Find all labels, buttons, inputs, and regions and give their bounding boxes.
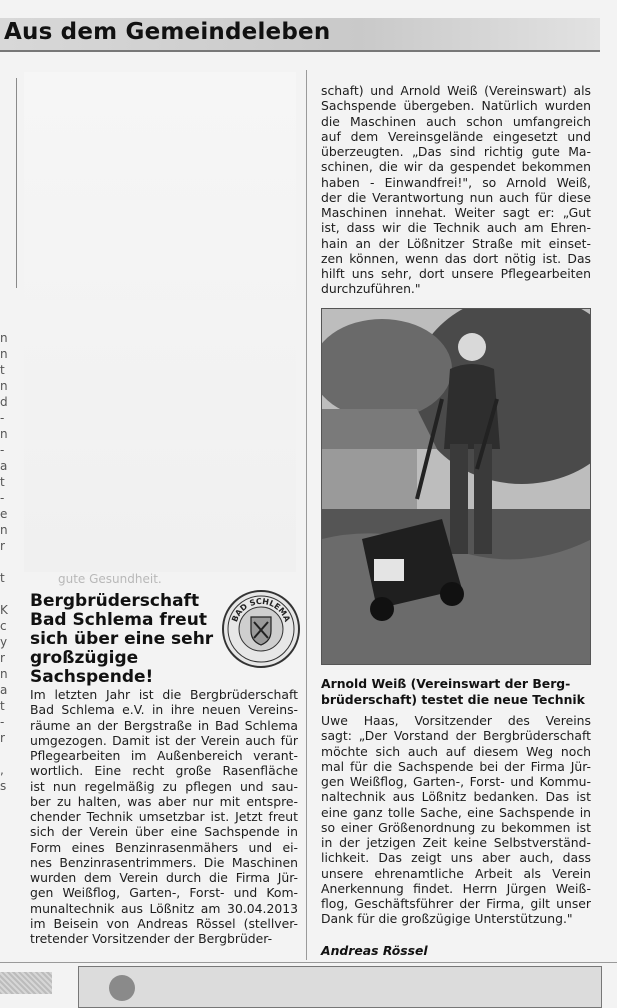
- body-line: zen können, wenn das dort nötig ist. Das: [321, 250, 591, 266]
- cropped-letter: t: [0, 571, 5, 585]
- cropped-letter: s: [0, 779, 7, 793]
- body-line: Im letzten Jahr ist die Bergbrüderschaft: [30, 687, 298, 702]
- cropped-letter: t: [0, 363, 5, 377]
- body-line: der die Verantwortung nun auch für diese: [321, 189, 591, 205]
- next-article-image: [109, 975, 135, 1001]
- body-line: räume an der Bergstraße in Bad Schlema: [30, 717, 298, 733]
- body-line: tretender Vorsitzender der Bergbrüder-: [30, 931, 273, 946]
- body-line: möchte sich auch auf diesem Weg noch: [321, 743, 591, 759]
- body-line: so einer Größenordnung zu bekommen ist: [321, 819, 591, 835]
- column-divider: [306, 70, 307, 960]
- body-line: lichkeit. Das zeigt uns aber auch, dass: [321, 850, 591, 866]
- cropped-left-column: [0, 330, 10, 940]
- body-line: ber zu halten, was aber nur mit entspre-: [30, 793, 298, 809]
- body-line: unsere ehrenamtliche Arbeit als Verein: [321, 865, 591, 881]
- body-line: Anerkennung findet. Herrn Jürgen Weiß-: [321, 880, 591, 896]
- body-line: mal für die Sachspende bei der Firma Jür-: [321, 758, 591, 774]
- cropped-letter: [0, 554, 10, 570]
- body-line: durchzuführen.": [321, 281, 421, 297]
- body-line: Uwe Haas, Vorsitzender des Vereins: [321, 713, 591, 728]
- cropped-letter: a: [0, 683, 8, 697]
- body-line: die Maschinen auch schon umfangreich: [321, 113, 591, 129]
- cropped-letter: n: [0, 427, 8, 441]
- body-line: auf dem Vereinsgelände eingesetzt und: [321, 128, 591, 144]
- body-line: haben - Einwandfrei!", so Arnold Weiß,: [321, 174, 591, 190]
- article-body-right-top: [321, 83, 591, 297]
- page-bottom-rule: [0, 962, 617, 963]
- headline-line: großzügige: [30, 648, 139, 668]
- cropped-letter: r: [0, 731, 5, 745]
- cropped-letter: -: [0, 411, 5, 425]
- cropped-letter: -: [0, 443, 5, 457]
- body-line: im Beisein von Andreas Rössel (stellver-: [30, 915, 298, 931]
- body-line: eine ganz tolle Sache, eine Sachspende in: [321, 804, 591, 820]
- article-body-left: [30, 687, 298, 946]
- headline-line: Sachspende!: [30, 667, 154, 687]
- headline-line: sich über eine sehr: [30, 629, 214, 649]
- body-line: Pflegearbeiten im Außenbereich verant-: [30, 748, 298, 763]
- body-line: wurden dem Verein durch die Firma Jür-: [30, 870, 298, 885]
- caption-line: Arnold Weiß (Vereinswart der Berg-: [321, 676, 571, 691]
- bottom-left-fragment: [0, 972, 52, 994]
- cropped-letter: n: [0, 347, 8, 361]
- body-line: hilft uns sehr, dort unsere Pflegearbeiten: [321, 266, 591, 281]
- body-line: gen Weißflog, Garten-, Forst- und Kom-: [30, 885, 298, 901]
- photo-caption: [321, 676, 585, 708]
- body-line: gen Weißflog, Garten-, Forst- und Kommu-: [321, 774, 591, 789]
- cropped-letter: e: [0, 507, 8, 521]
- cropped-letter: t: [0, 699, 5, 713]
- cropped-letter: [0, 586, 10, 602]
- body-line: munaltechnik aus Lößnitz am 30.04.2013: [30, 900, 298, 916]
- body-line: sagt: „Der Vorstand der Bergbrüderschaft: [321, 728, 591, 744]
- cropped-letter: n: [0, 379, 8, 393]
- cropped-letter: r: [0, 651, 5, 665]
- cropped-letter: r: [0, 539, 5, 553]
- body-line: Maschinen innehat. Weiter sagt er: „Gut: [321, 205, 591, 220]
- svg-text:BAD SCHLEMA: BAD SCHLEMA: [230, 596, 292, 624]
- club-seal-icon: [222, 590, 300, 668]
- body-line: hain an der Lößnitzer Straße mit einset-: [321, 235, 591, 251]
- body-line: naltechnik aus Lößnitz bedanken. Das ist: [321, 789, 591, 805]
- body-line: nes Benzinrasentrimmers. Die Maschinen: [30, 854, 298, 870]
- body-line: Sachspende übergeben. Natürlich wurden: [321, 98, 591, 114]
- cropped-letter: n: [0, 331, 8, 345]
- article-headline: [30, 592, 220, 687]
- cropped-letter: n: [0, 523, 8, 537]
- headline-line: Bad Schlema freut: [30, 610, 207, 630]
- body-line: schaft) und Arnold Weiß (Vereinswart) als: [321, 83, 591, 98]
- section-title: Aus dem Gemeindeleben: [4, 19, 331, 45]
- cropped-letter: d: [0, 395, 8, 409]
- faded-left-panel: [24, 72, 296, 572]
- cropped-letter: -: [0, 491, 5, 505]
- cropped-letter: c: [0, 619, 7, 633]
- headline-line: Bergbrüderschaft: [30, 591, 200, 611]
- body-line: schinen, die wir da gespendet bekommen: [321, 159, 591, 175]
- cropped-letter: y: [0, 635, 8, 649]
- body-line: überzeugten. „Das sind richtig gute Ma-: [321, 144, 591, 159]
- cropped-letter: t: [0, 475, 5, 489]
- body-line: Dank für die großzügige Unterstützung.": [321, 911, 573, 927]
- body-line: sich der Verein über eine Sachspende in: [30, 824, 298, 840]
- body-line: in der jetzigen Zeit keine Selbstverständ-: [321, 835, 591, 850]
- cropped-letter: n: [0, 667, 8, 681]
- article-body-right-bottom: [321, 713, 591, 927]
- caption-line: brüderschaft) testet die neue Technik: [321, 692, 585, 707]
- cropped-letter: a: [0, 459, 8, 473]
- article-author: Andreas Rössel: [321, 943, 428, 958]
- section-header: [0, 18, 600, 52]
- body-line: Form eines Benzinrasenmähers und ei-: [30, 839, 298, 855]
- man-with-lawnmower-photo: [321, 308, 591, 665]
- left-column-rule: [16, 78, 17, 288]
- body-line: ist, dass wir die Technik auch am Ehren-: [321, 220, 591, 236]
- cropped-letter: [0, 746, 10, 762]
- body-line: chender Technik umsetzbar ist. Jetzt freut: [30, 809, 298, 824]
- cropped-letter: ,: [0, 763, 4, 777]
- body-line: Bad Schlema e.V. in ihre neuen Vereins-: [30, 702, 298, 718]
- body-line: flog, Geschäftsführer der Firma, gilt unser: [321, 896, 591, 911]
- faded-text: gute Gesundheit.: [58, 572, 162, 586]
- body-line: umgezogen. Damit ist der Verein auch für: [30, 732, 298, 748]
- next-article-box: [78, 966, 602, 1008]
- cropped-letter: K: [0, 603, 8, 617]
- cropped-letter: -: [0, 715, 5, 729]
- body-line: wortlich. Eine recht große Rasenfläche: [30, 763, 298, 779]
- body-line: ist nun regelmäßig zu pflegen und sau-: [30, 778, 298, 794]
